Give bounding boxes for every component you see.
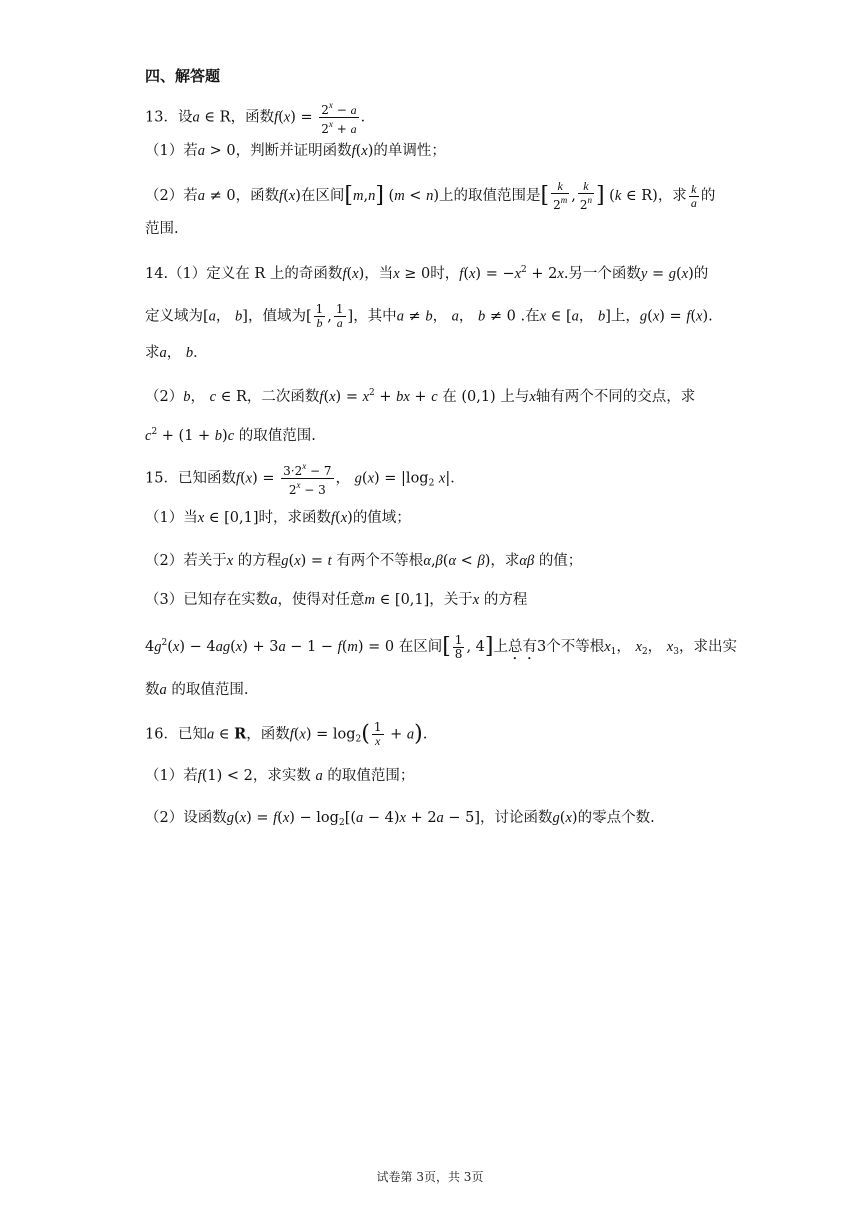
q13-part1: （1）若a > 0，判断并证明函数f(x)的单调性；: [145, 143, 446, 159]
q13-line4: 范围.: [145, 221, 179, 237]
q15-part3-line2: $4g^2(x) - 4ag(x) + 3a - 1 - f(m) = 0$ 在区间[ $\frac{1}{8}$ , 4]上总有3个不等根$x_1$， $x_2$， $x_3$，求出实: [145, 632, 737, 661]
q15-stem: 15．已知函数f(x) = $\frac{3\cdot 2^x - 7}{2^x - 3}$ ， $g(x) = |\log_2$ x|．: [145, 461, 465, 497]
q16-stem: 16．已知a ∈ R，函数$f(x) = \log_2$( $\frac{1}{x}$ + a).: [145, 720, 428, 748]
q15-part3-line3: 数a 的取值范围.: [145, 682, 249, 698]
q15-part3-line1: （3）已知存在实数a，使得对任意m ∈ [0,1]，关于x 的方程: [145, 592, 528, 608]
q15-part2: （2）若关于x 的方程g(x) = t 有两个不等根α,β(α < β)，求αβ 的值；: [145, 553, 583, 569]
q14-part1-line2: 定义域为[a， b]，值域为[ $\frac{1}{b}$ , $\frac{1}{a}$ ]，其中a ≠ b， a， b ≠ 0 .在x ∈ [a， b]上，g(x) = f(x).: [145, 302, 713, 330]
q14-part2-line2: $c^2 + (1 + b)c$ 的取值范围.: [145, 427, 316, 444]
page-footer: 试卷第 3页，共 3页: [376, 1170, 484, 1184]
q13-stem: 13．设a ∈ R，函数f(x) = $\frac{2^x - a}{2^x + a}$ ．: [145, 100, 376, 136]
section-title: 四、解答题: [145, 67, 221, 85]
q13-fraction: $\frac{2^x - a}{2^x + a}$: [321, 100, 357, 136]
q14-part1-line1: 14.（1）定义在 R 上的奇函数f(x)，当x ≥ 0时，$f(x) = -x^2 + 2x$.另一个函数y = g(x)的: [145, 265, 709, 282]
q15-part1: （1）当x ∈ [0,1]时，求函数f(x)的值域；: [145, 510, 411, 526]
q16-part1: （1）若f(1) < 2，求实数 a 的取值范围；: [145, 768, 415, 784]
q14-part2-line1: （2）b， c ∈ R，二次函数$f(x) = x^2$ + bx + c 在 (0,1) 上与x轴有两个不同的交点，求: [145, 388, 696, 405]
q14-part1-line3: 求a， b．: [145, 345, 208, 361]
q16-part2: （2）设函数$g(x) = f(x) - \log_2[(a - 4)x + 2a - 5]$，讨论函数g(x)的零点个数.: [145, 810, 655, 828]
q13-part2: （2）若a ≠ 0，函数f(x)在区间[m,n] (m < n)上的取值范围是[ $\frac{k}{2^m}$ , $\frac{k}{2^n}$ ] (k ∈ R)，求 $\frac{k}{a}$ 的: [145, 179, 716, 212]
